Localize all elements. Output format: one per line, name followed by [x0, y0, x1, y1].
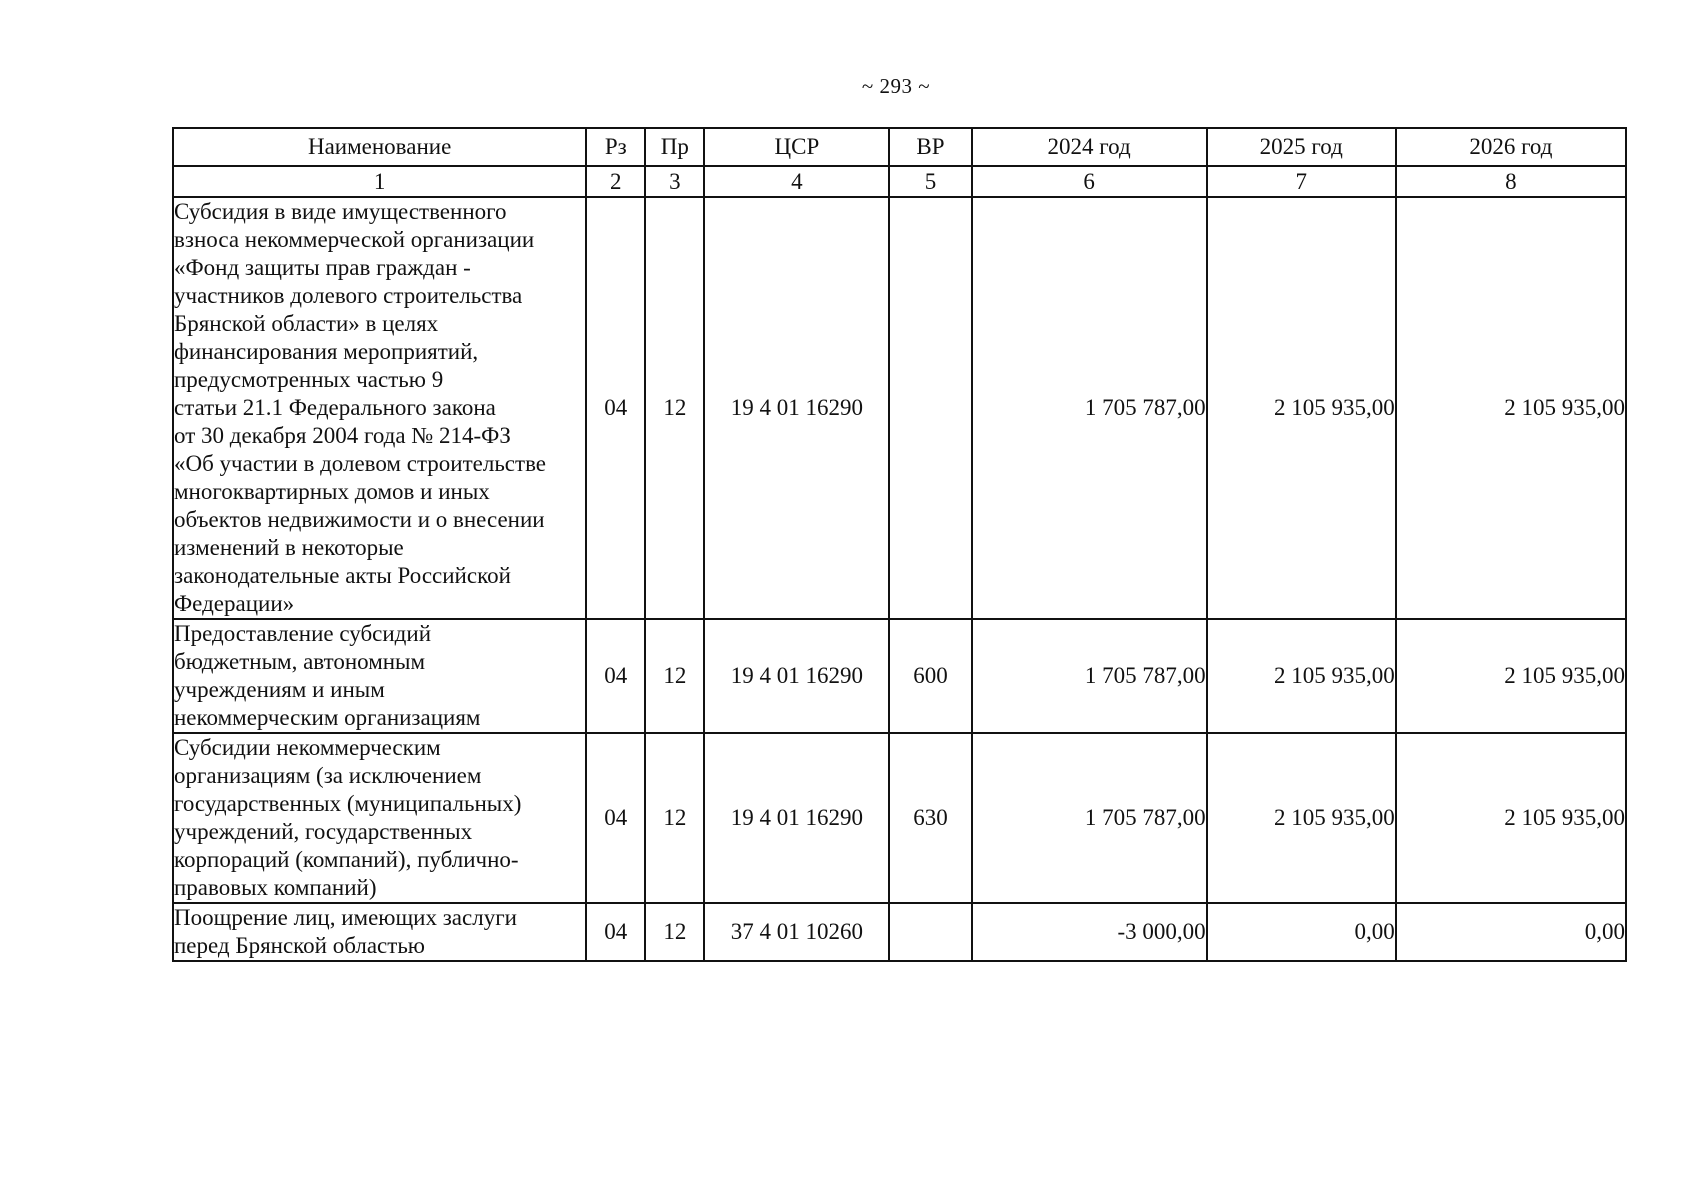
amount-2025-cell: 2 105 935,00 — [1207, 733, 1396, 903]
table-row — [173, 903, 1626, 961]
row-name-line: «Об участии в долевом строительстве — [174, 451, 546, 476]
header-cell-csr: ЦСР — [704, 128, 889, 166]
row-name-line: правовых компаний) — [174, 875, 377, 900]
csr-cell: 19 4 01 16290 — [704, 619, 889, 733]
amount-2026-cell: 2 105 935,00 — [1396, 619, 1626, 733]
amount-2026-cell: 0,00 — [1396, 903, 1626, 961]
table-row — [173, 619, 1626, 733]
row-name-line: Федерации» — [174, 591, 295, 616]
row-name-line: законодательные акты Российской — [174, 563, 511, 588]
pr-cell: 12 — [645, 619, 704, 733]
csr-cell: 19 4 01 16290 — [704, 197, 889, 619]
amount-2024-cell: 1 705 787,00 — [972, 197, 1207, 619]
amount-2024-cell: -3 000,00 — [972, 903, 1207, 961]
vr-cell — [889, 197, 971, 619]
row-name-line: Поощрение лиц, имеющих заслуги — [174, 905, 517, 930]
table-row — [173, 197, 1626, 619]
row-name-line: изменений в некоторые — [174, 535, 404, 560]
row-name-line: бюджетным, автономным — [174, 649, 426, 674]
amount-2026-cell: 2 105 935,00 — [1396, 197, 1626, 619]
amount-2024-cell: 1 705 787,00 — [972, 733, 1207, 903]
amount-2025-cell: 2 105 935,00 — [1207, 197, 1396, 619]
header-row — [173, 128, 1626, 166]
row-name-line: участников долевого строительства — [174, 283, 523, 308]
row-name-cell — [173, 197, 586, 619]
csr-cell: 37 4 01 10260 — [704, 903, 889, 961]
row-name-line: организациям (за исключением — [174, 763, 482, 788]
row-name-line: Брянской области» в целях — [174, 311, 439, 336]
rz-cell: 04 — [586, 197, 645, 619]
pr-cell: 12 — [645, 733, 704, 903]
amount-2024-cell: 1 705 787,00 — [972, 619, 1207, 733]
row-name-line: перед Брянской областью — [174, 933, 425, 958]
row-name-line: Субсидия в виде имущественного — [174, 199, 507, 224]
row-name-cell — [173, 619, 586, 733]
column-number: 6 — [972, 166, 1207, 197]
row-name-line: многоквартирных домов и иных — [174, 479, 490, 504]
row-name-line: «Фонд защиты прав граждан - — [174, 255, 471, 280]
row-name-line: некоммерческим организациям — [174, 705, 481, 730]
row-name-cell — [173, 903, 586, 961]
csr-cell: 19 4 01 16290 — [704, 733, 889, 903]
header-cell-2024: 2024 год — [972, 128, 1207, 166]
column-number-row — [173, 166, 1626, 197]
row-name-line: Субсидии некоммерческим — [174, 735, 441, 760]
header-cell-name: Наименование — [173, 128, 586, 166]
header-cell-2026: 2026 год — [1396, 128, 1626, 166]
header-cell-vr: ВР — [889, 128, 971, 166]
header-cell-2025: 2025 год — [1207, 128, 1396, 166]
column-number: 7 — [1207, 166, 1396, 197]
row-name-line: взноса некоммерческой организации — [174, 227, 535, 252]
column-number: 4 — [704, 166, 889, 197]
header-cell-rz: Рз — [586, 128, 645, 166]
row-name-line: Предоставление субсидий — [174, 621, 431, 646]
rz-cell: 04 — [586, 903, 645, 961]
vr-cell: 630 — [889, 733, 971, 903]
row-name-line: объектов недвижимости и о внесении — [174, 507, 545, 532]
row-name-line: финансирования мероприятий, — [174, 339, 479, 364]
amount-2025-cell: 0,00 — [1207, 903, 1396, 961]
column-number: 2 — [586, 166, 645, 197]
row-name-line: предусмотренных частью 9 — [174, 367, 444, 392]
table-row — [173, 733, 1626, 903]
row-name-line: от 30 декабря 2004 года № 214-ФЗ — [174, 423, 511, 448]
vr-cell — [889, 903, 971, 961]
row-name-line: учреждениям и иным — [174, 677, 385, 702]
row-name-line: учреждений, государственных — [174, 819, 473, 844]
row-name-line: корпораций (компаний), публично- — [174, 847, 519, 872]
rz-cell: 04 — [586, 733, 645, 903]
budget-table — [172, 127, 1627, 962]
amount-2025-cell: 2 105 935,00 — [1207, 619, 1396, 733]
row-name-cell — [173, 733, 586, 903]
column-number: 8 — [1396, 166, 1626, 197]
row-name-line: государственных (муниципальных) — [174, 791, 522, 816]
vr-cell: 600 — [889, 619, 971, 733]
page-number: ~ 293 ~ — [861, 74, 931, 98]
header-cell-pr: Пр — [645, 128, 704, 166]
amount-2026-cell: 2 105 935,00 — [1396, 733, 1626, 903]
column-number: 1 — [173, 166, 586, 197]
column-number: 5 — [889, 166, 971, 197]
pr-cell: 12 — [645, 197, 704, 619]
rz-cell: 04 — [586, 619, 645, 733]
row-name-line: статьи 21.1 Федерального закона — [174, 395, 496, 420]
pr-cell: 12 — [645, 903, 704, 961]
column-number: 3 — [645, 166, 704, 197]
